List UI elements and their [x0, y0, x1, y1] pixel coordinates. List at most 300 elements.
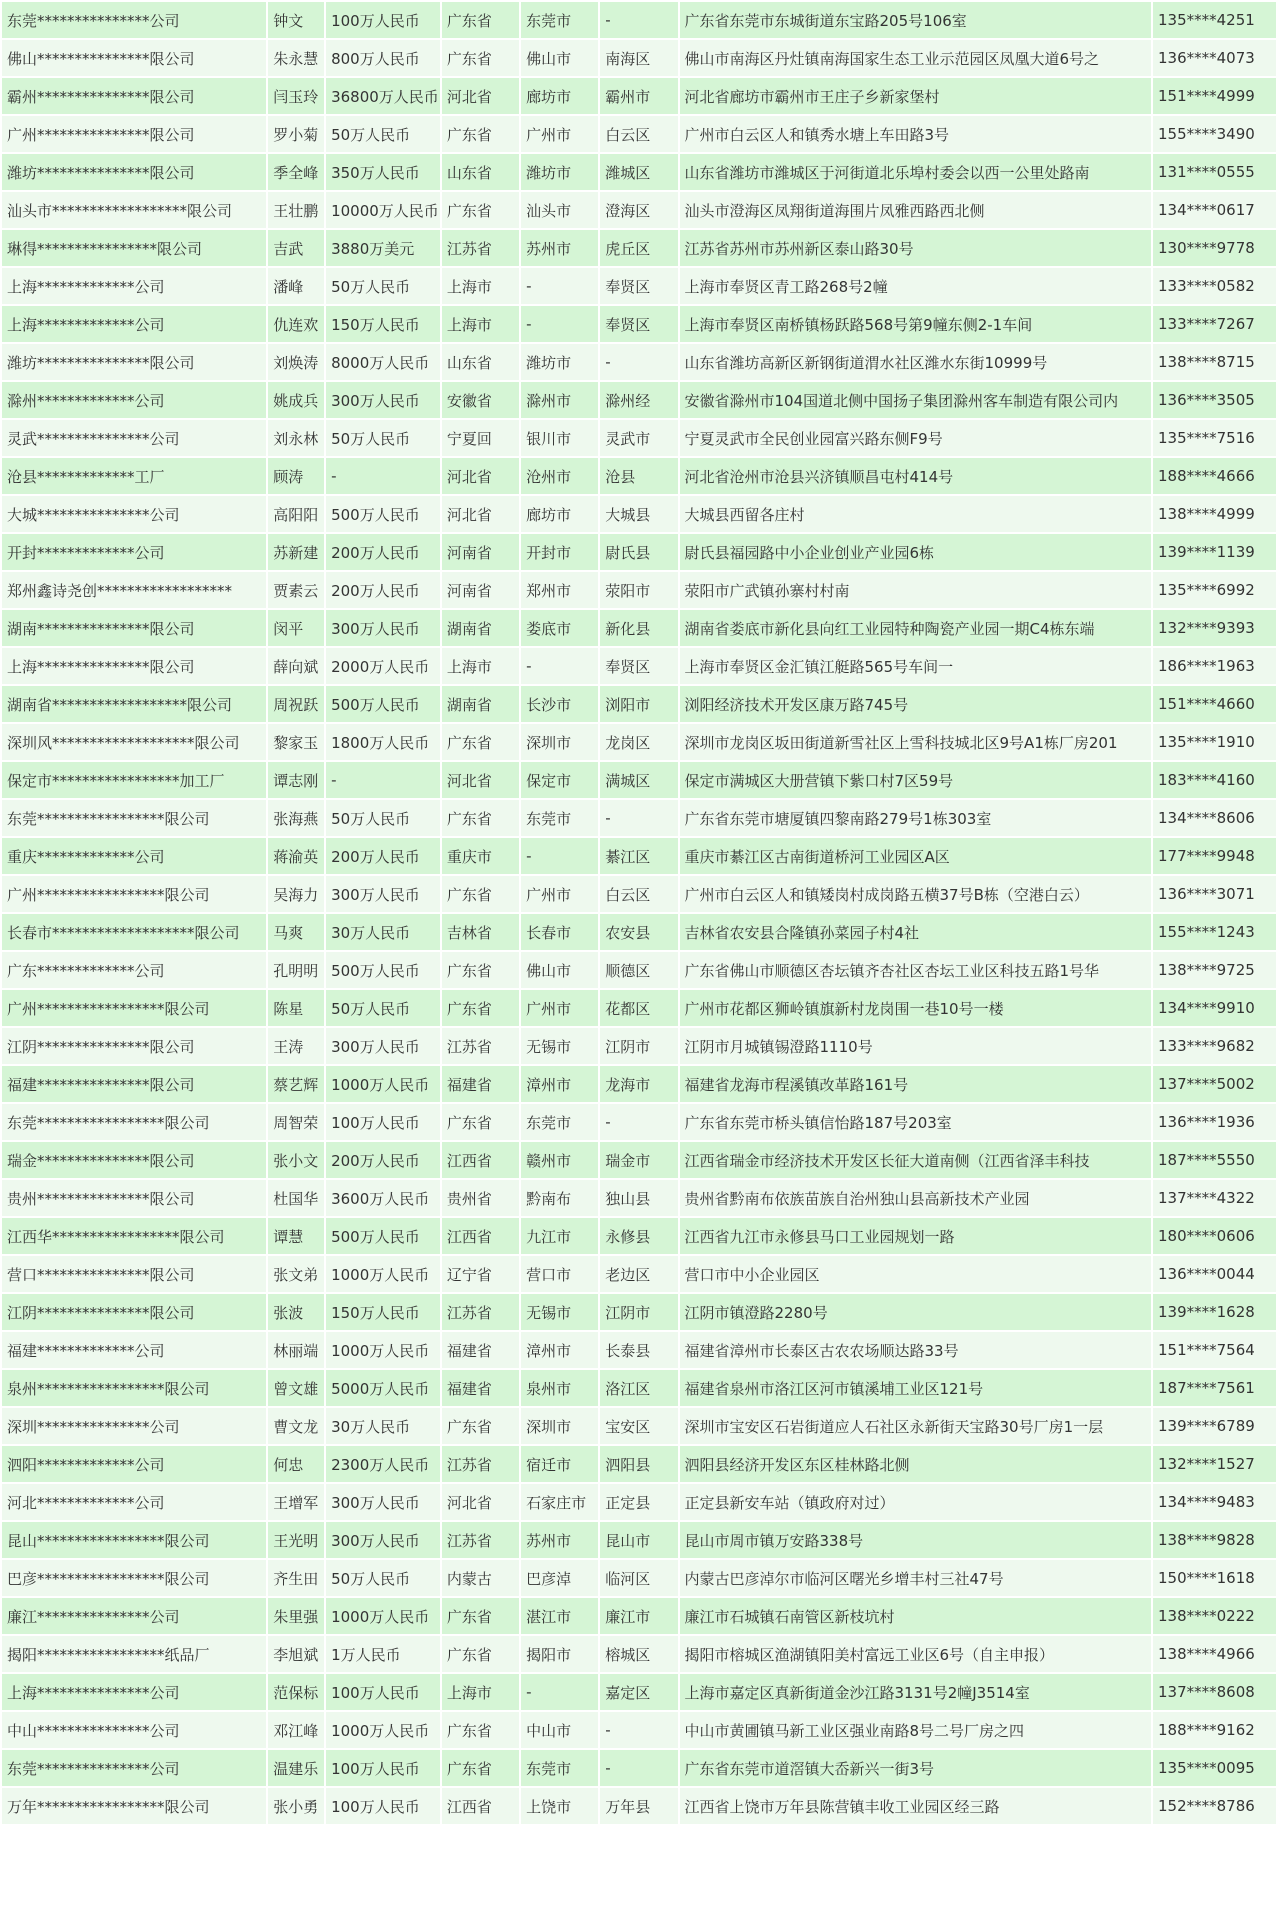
province-cell: 山东省	[442, 154, 519, 190]
district-cell: 奉贤区	[600, 306, 677, 342]
registered-capital-cell: 300万人民币	[326, 876, 440, 912]
city-cell: 滁州市	[521, 382, 598, 418]
province-cell: 江苏省	[442, 1446, 519, 1482]
table-row	[2, 990, 1276, 1026]
district-cell: 昆山市	[600, 1522, 677, 1558]
city-cell: 苏州市	[521, 1522, 598, 1558]
table-row	[2, 1560, 1276, 1596]
province-cell: 河北省	[442, 1484, 519, 1520]
province-cell: 内蒙古	[442, 1560, 519, 1596]
address-cell: 湖南省娄底市新化县向红工业园特种陶瓷产业园一期C4栋东端	[680, 610, 1151, 646]
contact-name-cell: 曹文龙	[268, 1408, 324, 1444]
registered-capital-cell: 1000万人民币	[326, 1712, 440, 1748]
district-cell: 洛江区	[600, 1370, 677, 1406]
table-row	[2, 344, 1276, 380]
district-cell: -	[600, 344, 677, 380]
contact-name-cell: 罗小菊	[268, 116, 324, 152]
address-cell: 江西省瑞金市经济技术开发区长征大道南侧（江西省泽丰科技	[680, 1142, 1151, 1178]
registered-capital-cell: 2300万人民币	[326, 1446, 440, 1482]
company-name-cell: 潍坊***************限公司	[2, 154, 266, 190]
contact-name-cell: 范保标	[268, 1674, 324, 1710]
table-row	[2, 648, 1276, 684]
district-cell: 沧县	[600, 458, 677, 494]
table-row	[2, 1370, 1276, 1406]
table-row	[2, 1066, 1276, 1102]
phone-cell: 188****4666	[1153, 458, 1276, 494]
company-name-cell: 泗阳*************公司	[2, 1446, 266, 1482]
contact-name-cell: 蒋渝英	[268, 838, 324, 874]
table-row	[2, 1104, 1276, 1140]
phone-cell: 135****7516	[1153, 420, 1276, 456]
address-cell: 安徽省滁州市104国道北侧中国扬子集团滁州客车制造有限公司内	[680, 382, 1151, 418]
phone-cell: 135****1910	[1153, 724, 1276, 760]
registered-capital-cell: 10000万人民币	[326, 192, 440, 228]
contact-name-cell: 何忠	[268, 1446, 324, 1482]
district-cell: 滁州经	[600, 382, 677, 418]
province-cell: 广东省	[442, 952, 519, 988]
phone-cell: 180****0606	[1153, 1218, 1276, 1254]
table-row	[2, 800, 1276, 836]
registered-capital-cell: 30万人民币	[326, 914, 440, 950]
table-row	[2, 1256, 1276, 1292]
contact-name-cell: 姚成兵	[268, 382, 324, 418]
contact-name-cell: 闫玉玲	[268, 78, 324, 114]
city-cell: 漳州市	[521, 1332, 598, 1368]
phone-cell: 134****8606	[1153, 800, 1276, 836]
address-cell: 山东省潍坊市潍城区于河街道北乐埠村委会以西一公里处路南	[680, 154, 1151, 190]
table-row	[2, 382, 1276, 418]
district-cell: 澄海区	[600, 192, 677, 228]
district-cell: 独山县	[600, 1180, 677, 1216]
phone-cell: 136****4073	[1153, 40, 1276, 76]
phone-cell: 132****9393	[1153, 610, 1276, 646]
address-cell: 广东省佛山市顺德区杏坛镇齐杏社区杏坛工业区科技五路1号华	[680, 952, 1151, 988]
district-cell: -	[600, 1104, 677, 1140]
phone-cell: 139****1628	[1153, 1294, 1276, 1330]
district-cell: -	[600, 800, 677, 836]
province-cell: 江苏省	[442, 1028, 519, 1064]
district-cell: 白云区	[600, 876, 677, 912]
registered-capital-cell: 100万人民币	[326, 2, 440, 38]
company-name-cell: 东莞*****************限公司	[2, 1104, 266, 1140]
district-cell: 榕城区	[600, 1636, 677, 1672]
company-name-cell: 揭阳*****************纸品厂	[2, 1636, 266, 1672]
province-cell: 广东省	[442, 116, 519, 152]
table-row	[2, 496, 1276, 532]
contact-name-cell: 邓江峰	[268, 1712, 324, 1748]
phone-cell: 177****9948	[1153, 838, 1276, 874]
registered-capital-cell: 800万人民币	[326, 40, 440, 76]
contact-name-cell: 刘永林	[268, 420, 324, 456]
registered-capital-cell: 300万人民币	[326, 1028, 440, 1064]
company-name-cell: 潍坊***************限公司	[2, 344, 266, 380]
contact-name-cell: 闵平	[268, 610, 324, 646]
district-cell: 龙岗区	[600, 724, 677, 760]
province-cell: 上海市	[442, 306, 519, 342]
registered-capital-cell: 100万人民币	[326, 1674, 440, 1710]
province-cell: 广东省	[442, 1712, 519, 1748]
city-cell: 佛山市	[521, 952, 598, 988]
company-name-cell: 深圳***************公司	[2, 1408, 266, 1444]
phone-cell: 138****9828	[1153, 1522, 1276, 1558]
company-name-cell: 佛山***************限公司	[2, 40, 266, 76]
contact-name-cell: 杜国华	[268, 1180, 324, 1216]
phone-cell: 134****9483	[1153, 1484, 1276, 1520]
table-row	[2, 1674, 1276, 1710]
city-cell: 深圳市	[521, 1408, 598, 1444]
table-row	[2, 1484, 1276, 1520]
city-cell: 无锡市	[521, 1294, 598, 1330]
province-cell: 湖南省	[442, 610, 519, 646]
phone-cell: 188****9162	[1153, 1712, 1276, 1748]
company-name-cell: 重庆*************公司	[2, 838, 266, 874]
address-cell: 深圳市龙岗区坂田街道新雪社区上雪科技城北区9号A1栋厂房201	[680, 724, 1151, 760]
company-name-cell: 大城***************公司	[2, 496, 266, 532]
phone-cell: 133****9682	[1153, 1028, 1276, 1064]
city-cell: 漳州市	[521, 1066, 598, 1102]
table-row	[2, 610, 1276, 646]
city-cell: 广州市	[521, 990, 598, 1026]
table-row	[2, 1218, 1276, 1254]
registered-capital-cell: 350万人民币	[326, 154, 440, 190]
registered-capital-cell: -	[326, 762, 440, 798]
city-cell: 佛山市	[521, 40, 598, 76]
table-row	[2, 78, 1276, 114]
contact-name-cell: 朱里强	[268, 1598, 324, 1634]
table-row	[2, 1294, 1276, 1330]
city-cell: 苏州市	[521, 230, 598, 266]
district-cell: 新化县	[600, 610, 677, 646]
province-cell: 广东省	[442, 990, 519, 1026]
table-row	[2, 762, 1276, 798]
table-row	[2, 1522, 1276, 1558]
city-cell: 宿迁市	[521, 1446, 598, 1482]
table-row	[2, 1712, 1276, 1748]
table-row	[2, 1142, 1276, 1178]
contact-name-cell: 周祝跃	[268, 686, 324, 722]
address-cell: 广东省东莞市东城街道东宝路205号106室	[680, 2, 1151, 38]
contact-name-cell: 潘峰	[268, 268, 324, 304]
table-row	[2, 306, 1276, 342]
registered-capital-cell: 1000万人民币	[326, 1256, 440, 1292]
address-cell: 昆山市周市镇万安路338号	[680, 1522, 1151, 1558]
company-name-cell: 上海*************公司	[2, 268, 266, 304]
contact-name-cell: 王光明	[268, 1522, 324, 1558]
district-cell: 綦江区	[600, 838, 677, 874]
phone-cell: 136****0044	[1153, 1256, 1276, 1292]
address-cell: 重庆市綦江区古南街道桥河工业园区A区	[680, 838, 1151, 874]
contact-name-cell: 蔡艺辉	[268, 1066, 324, 1102]
contact-name-cell: 季全峰	[268, 154, 324, 190]
phone-cell: 135****0095	[1153, 1750, 1276, 1786]
address-cell: 江苏省苏州市苏州新区泰山路30号	[680, 230, 1151, 266]
district-cell: 灵武市	[600, 420, 677, 456]
city-cell: 东莞市	[521, 1750, 598, 1786]
district-cell: 霸州市	[600, 78, 677, 114]
address-cell: 荥阳市广武镇孙寨村村南	[680, 572, 1151, 608]
contact-name-cell: 谭慧	[268, 1218, 324, 1254]
table-row	[2, 1408, 1276, 1444]
district-cell: 奉贤区	[600, 648, 677, 684]
district-cell: -	[600, 1712, 677, 1748]
address-cell: 深圳市宝安区石岩街道应人石社区永新街天宝路30号厂房1一层	[680, 1408, 1151, 1444]
contact-name-cell: 苏新建	[268, 534, 324, 570]
address-cell: 江阴市镇澄路2280号	[680, 1294, 1151, 1330]
contact-name-cell: 李旭斌	[268, 1636, 324, 1672]
city-cell: -	[521, 1674, 598, 1710]
address-cell: 山东省潍坊高新区新钢街道渭水社区潍水东街10999号	[680, 344, 1151, 380]
district-cell: 潍城区	[600, 154, 677, 190]
phone-cell: 133****0582	[1153, 268, 1276, 304]
city-cell: 石家庄市	[521, 1484, 598, 1520]
contact-name-cell: 朱永慧	[268, 40, 324, 76]
city-cell: 潍坊市	[521, 154, 598, 190]
phone-cell: 138****9725	[1153, 952, 1276, 988]
company-name-cell: 琳得****************限公司	[2, 230, 266, 266]
company-name-cell: 巴彦*****************限公司	[2, 1560, 266, 1596]
company-name-cell: 灵武***************公司	[2, 420, 266, 456]
phone-cell: 132****1527	[1153, 1446, 1276, 1482]
province-cell: 广东省	[442, 876, 519, 912]
address-cell: 保定市满城区大册营镇下紫口村7区59号	[680, 762, 1151, 798]
company-name-cell: 中山***************公司	[2, 1712, 266, 1748]
district-cell: 顺德区	[600, 952, 677, 988]
company-name-cell: 江阴***************限公司	[2, 1294, 266, 1330]
province-cell: 江苏省	[442, 230, 519, 266]
city-cell: 广州市	[521, 876, 598, 912]
company-name-cell: 广东*************公司	[2, 952, 266, 988]
contact-name-cell: 钟文	[268, 2, 324, 38]
table-row	[2, 1598, 1276, 1634]
phone-cell: 135****6992	[1153, 572, 1276, 608]
company-name-cell: 福建*************公司	[2, 1332, 266, 1368]
registered-capital-cell: 8000万人民币	[326, 344, 440, 380]
phone-cell: 186****1963	[1153, 648, 1276, 684]
city-cell: 东莞市	[521, 2, 598, 38]
phone-cell: 136****1936	[1153, 1104, 1276, 1140]
city-cell: 保定市	[521, 762, 598, 798]
address-cell: 福建省泉州市洛江区河市镇溪埔工业区121号	[680, 1370, 1151, 1406]
address-cell: 广州市白云区人和镇矮岗村成岗路五横37号B栋（空港白云）	[680, 876, 1151, 912]
city-cell: 东莞市	[521, 800, 598, 836]
company-name-cell: 廉江***************公司	[2, 1598, 266, 1634]
district-cell: 花都区	[600, 990, 677, 1026]
address-cell: 广东省东莞市桥头镇信怡路187号203室	[680, 1104, 1151, 1140]
registered-capital-cell: 30万人民币	[326, 1408, 440, 1444]
registered-capital-cell: 200万人民币	[326, 572, 440, 608]
registered-capital-cell: 150万人民币	[326, 306, 440, 342]
province-cell: 广东省	[442, 1408, 519, 1444]
table-row	[2, 914, 1276, 950]
city-cell: 廊坊市	[521, 78, 598, 114]
city-cell: 黔南布	[521, 1180, 598, 1216]
city-cell: 营口市	[521, 1256, 598, 1292]
province-cell: 广东省	[442, 192, 519, 228]
contact-name-cell: 马爽	[268, 914, 324, 950]
company-name-cell: 郑州鑫诗尧创******************	[2, 572, 266, 608]
address-cell: 廉江市石城镇石南管区新枝坑村	[680, 1598, 1151, 1634]
contact-name-cell: 齐生田	[268, 1560, 324, 1596]
registered-capital-cell: 3880万美元	[326, 230, 440, 266]
address-cell: 江西省九江市永修县马口工业园规划一路	[680, 1218, 1151, 1254]
contact-name-cell: 张海燕	[268, 800, 324, 836]
phone-cell: 137****4322	[1153, 1180, 1276, 1216]
company-name-cell: 沧县*************工厂	[2, 458, 266, 494]
phone-cell: 155****1243	[1153, 914, 1276, 950]
province-cell: 宁夏回	[442, 420, 519, 456]
phone-cell: 137****5002	[1153, 1066, 1276, 1102]
registered-capital-cell: 200万人民币	[326, 838, 440, 874]
city-cell: -	[521, 306, 598, 342]
company-name-cell: 湖南省******************限公司	[2, 686, 266, 722]
company-name-cell: 广州***************限公司	[2, 116, 266, 152]
district-cell: 江阴市	[600, 1294, 677, 1330]
province-cell: 广东省	[442, 1636, 519, 1672]
district-cell: 正定县	[600, 1484, 677, 1520]
table-row	[2, 572, 1276, 608]
company-name-cell: 滁州*************公司	[2, 382, 266, 418]
company-name-cell: 上海*************公司	[2, 306, 266, 342]
contact-name-cell: 张小勇	[268, 1788, 324, 1824]
province-cell: 重庆市	[442, 838, 519, 874]
registered-capital-cell: 1000万人民币	[326, 1598, 440, 1634]
company-name-cell: 瑞金***************限公司	[2, 1142, 266, 1178]
contact-name-cell: 周智荣	[268, 1104, 324, 1140]
company-name-cell: 深圳风*******************限公司	[2, 724, 266, 760]
city-cell: 长沙市	[521, 686, 598, 722]
province-cell: 上海市	[442, 648, 519, 684]
company-name-cell: 万年*****************限公司	[2, 1788, 266, 1824]
table-row	[2, 1332, 1276, 1368]
city-cell: 无锡市	[521, 1028, 598, 1064]
contact-name-cell: 张小文	[268, 1142, 324, 1178]
contact-name-cell: 顾涛	[268, 458, 324, 494]
contact-name-cell: 贾素云	[268, 572, 324, 608]
registered-capital-cell: 50万人民币	[326, 268, 440, 304]
city-cell: 湛江市	[521, 1598, 598, 1634]
registered-capital-cell: 36800万人民币	[326, 78, 440, 114]
phone-cell: 151****4999	[1153, 78, 1276, 114]
city-cell: 银川市	[521, 420, 598, 456]
registered-capital-cell: 500万人民币	[326, 1218, 440, 1254]
registered-capital-cell: 300万人民币	[326, 382, 440, 418]
province-cell: 江苏省	[442, 1522, 519, 1558]
registered-capital-cell: 50万人民币	[326, 990, 440, 1026]
company-name-cell: 湖南***************限公司	[2, 610, 266, 646]
company-name-cell: 江西华*****************限公司	[2, 1218, 266, 1254]
registered-capital-cell: 100万人民币	[326, 1104, 440, 1140]
city-cell: 汕头市	[521, 192, 598, 228]
address-cell: 内蒙古巴彦淖尔市临河区曙光乡增丰村三社47号	[680, 1560, 1151, 1596]
table-body	[2, 2, 1276, 1824]
district-cell: 荥阳市	[600, 572, 677, 608]
city-cell: 泉州市	[521, 1370, 598, 1406]
registered-capital-cell: -	[326, 458, 440, 494]
contact-name-cell: 温建乐	[268, 1750, 324, 1786]
phone-cell: 135****4251	[1153, 2, 1276, 38]
address-cell: 广州市白云区人和镇秀水塘上车田路3号	[680, 116, 1151, 152]
district-cell: 大城县	[600, 496, 677, 532]
table-row	[2, 1446, 1276, 1482]
address-cell: 上海市奉贤区南桥镇杨跃路568号第9幢东侧2-1车间	[680, 306, 1151, 342]
address-cell: 宁夏灵武市全民创业园富兴路东侧F9号	[680, 420, 1151, 456]
address-cell: 河北省沧州市沧县兴济镇顺昌屯村414号	[680, 458, 1151, 494]
contact-name-cell: 张波	[268, 1294, 324, 1330]
company-name-cell: 上海***************公司	[2, 1674, 266, 1710]
table-row	[2, 2, 1276, 38]
table-row	[2, 230, 1276, 266]
district-cell: 浏阳市	[600, 686, 677, 722]
province-cell: 上海市	[442, 1674, 519, 1710]
province-cell: 福建省	[442, 1370, 519, 1406]
company-name-cell: 长春市*******************限公司	[2, 914, 266, 950]
company-name-cell: 广州*****************限公司	[2, 990, 266, 1026]
contact-name-cell: 黎家玉	[268, 724, 324, 760]
phone-cell: 183****4160	[1153, 762, 1276, 798]
city-cell: 长春市	[521, 914, 598, 950]
province-cell: 广东省	[442, 1598, 519, 1634]
district-cell: 泗阳县	[600, 1446, 677, 1482]
district-cell: 万年县	[600, 1788, 677, 1824]
province-cell: 广东省	[442, 1750, 519, 1786]
phone-cell: 133****7267	[1153, 306, 1276, 342]
city-cell: -	[521, 268, 598, 304]
district-cell: 奉贤区	[600, 268, 677, 304]
province-cell: 河北省	[442, 458, 519, 494]
phone-cell: 151****4660	[1153, 686, 1276, 722]
address-cell: 正定县新安车站（镇政府对过）	[680, 1484, 1151, 1520]
district-cell: 瑞金市	[600, 1142, 677, 1178]
table-row	[2, 876, 1276, 912]
address-cell: 泗阳县经济开发区东区桂林路北侧	[680, 1446, 1151, 1482]
phone-cell: 134****0617	[1153, 192, 1276, 228]
registered-capital-cell: 300万人民币	[326, 1484, 440, 1520]
province-cell: 广东省	[442, 800, 519, 836]
city-cell: -	[521, 648, 598, 684]
district-cell: 永修县	[600, 1218, 677, 1254]
contact-name-cell: 陈星	[268, 990, 324, 1026]
company-name-cell: 泉州*****************限公司	[2, 1370, 266, 1406]
province-cell: 广东省	[442, 1104, 519, 1140]
address-cell: 福建省龙海市程溪镇改革路161号	[680, 1066, 1151, 1102]
address-cell: 贵州省黔南布依族苗族自治州独山县高新技术产业园	[680, 1180, 1151, 1216]
company-name-cell: 贵州***************限公司	[2, 1180, 266, 1216]
district-cell: -	[600, 1750, 677, 1786]
registered-capital-cell: 50万人民币	[326, 420, 440, 456]
province-cell: 江西省	[442, 1142, 519, 1178]
city-cell: 揭阳市	[521, 1636, 598, 1672]
address-cell: 广州市花都区狮岭镇旗新村龙岗围一巷10号一楼	[680, 990, 1151, 1026]
province-cell: 贵州省	[442, 1180, 519, 1216]
phone-cell: 152****8786	[1153, 1788, 1276, 1824]
table-row	[2, 1636, 1276, 1672]
registered-capital-cell: 3600万人民币	[326, 1180, 440, 1216]
district-cell: 宝安区	[600, 1408, 677, 1444]
city-cell: 上饶市	[521, 1788, 598, 1824]
district-cell: 虎丘区	[600, 230, 677, 266]
phone-cell: 150****1618	[1153, 1560, 1276, 1596]
registered-capital-cell: 500万人民币	[326, 496, 440, 532]
phone-cell: 134****9910	[1153, 990, 1276, 1026]
city-cell: 广州市	[521, 116, 598, 152]
table-row	[2, 534, 1276, 570]
district-cell: 长泰县	[600, 1332, 677, 1368]
table-row	[2, 268, 1276, 304]
company-name-cell: 昆山*****************限公司	[2, 1522, 266, 1558]
contact-name-cell: 谭志刚	[268, 762, 324, 798]
address-cell: 上海市嘉定区真新街道金沙江路3131号2幢J3514室	[680, 1674, 1151, 1710]
phone-cell: 151****7564	[1153, 1332, 1276, 1368]
